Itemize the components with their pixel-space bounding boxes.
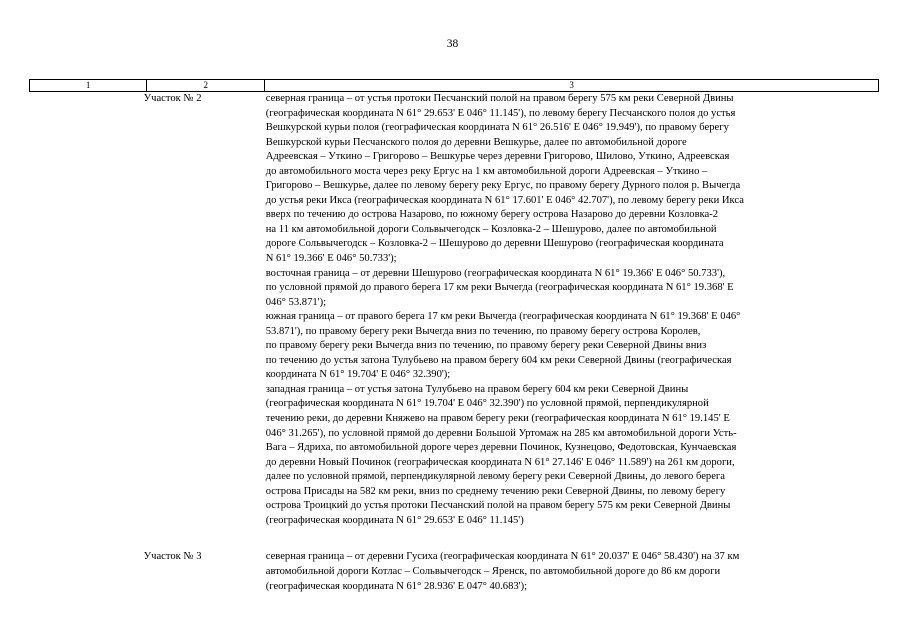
description-line: 046° 53.871'); [265, 296, 327, 308]
description-line: автомобильной дороги Котлас – Сольвычегодск – Яренск, по автомобильной дороге до 86 км дороги [265, 565, 721, 577]
description-line: 046° 31.265'), по условной прямой до деревни Большой Уртомаж на 285 км автомобильной дороги Усть- [265, 427, 737, 439]
page-number: 38 [446, 38, 459, 50]
description-line: 53.871'), по правому берегу реки Вычегда вниз по течению, по правому берегу острова Королев, [265, 325, 701, 337]
plot-label-cell [143, 550, 265, 594]
plot-label: Участок № 2 [143, 93, 202, 104]
spacer-row [30, 528, 879, 550]
table-row-plot-3 [30, 550, 879, 594]
description-line: до автомобильного моста через реку Ергус на 1 км автомобильной дороги Адреевская – Уткино – [265, 165, 708, 177]
description-line: северная граница – от устья протоки Песчанский полой на правом берегу 575 км реки Северной Двины [265, 93, 734, 104]
boundaries-table [29, 79, 879, 594]
plot-label-cell [143, 92, 265, 529]
column-header-1: 1 [30, 80, 147, 92]
description-line: Адреевская – Уткино – Григорово – Вешкурье через деревни Григорово, Шилово, Уткино, Адреевская [265, 151, 730, 163]
description-line: по правому берегу реки Вычегда вниз по течению, по правому берегу реки Северной Двины вниз [265, 340, 707, 352]
description-line: до деревни Новый Починок (географическая координата N 61° 27.146' E 046° 11.589') на 261 км дороги, [265, 456, 735, 468]
description-line: (географическая координата N 61° 29.653' E 046° 11.145') [265, 514, 524, 526]
description-line: острова Присады на 582 км реки, вниз по среднему течению реки Северной Двины, по левому берегу [265, 485, 726, 497]
description-line: N 61° 19.366' E 046° 50.733'); [265, 253, 397, 265]
description-line: дороге Сольвычегодск – Козловка-2 – Шешурово до деревни Шешурово (географическая координата [265, 238, 724, 250]
table-row-plot-2 [30, 92, 879, 529]
column-header-2: 2 [147, 80, 265, 92]
empty-cell [30, 550, 147, 594]
description-line: (географическая координата N 61° 19.704' E 046° 32.390') по условной прямой, перпендикулярной [265, 398, 709, 410]
boundary-description [265, 92, 879, 529]
description-line: западная граница – от устья затона Тулубьево на правом берегу 604 км реки Северной Двины [265, 383, 689, 395]
description-line: вверх по течению до острова Назарово, по южному берегу острова Назарово до деревни Козловка-2 [265, 209, 719, 221]
description-line: северная граница – от деревни Гусиха (географическая координата N 61° 20.037' E 046° 58.430') на 37 км [265, 551, 740, 563]
description-line: на 11 км автомобильной дороги Сольвычегодск – Козловка-2 – Шешурово, далее по автомобильной [265, 223, 717, 235]
description-line: координата N 61° 19.704' E 046° 32.390'); [265, 369, 451, 381]
description-line: по течению до устья затона Тулубьево на правом берегу 604 км реки Северной Двины (географическая [265, 354, 732, 366]
description-line: Вешкурской курьи полоя (географическая координата N 61° 26.516' E 046° 19.949'), по правому берегу [265, 122, 729, 134]
description-line: (географическая координата N 61° 29.653' E 046° 11.145'), по левому берегу Песчанского полоя до устья [265, 107, 736, 119]
description-line: течению реки, до деревни Княжево на правом берегу реки (географическая координата N 61° 19.145' E [265, 413, 730, 425]
description-line: далее по условной прямой, перпендикулярной левому берегу реки Северной Двины, до левого берега [265, 471, 725, 483]
description-line: Вешкурской курьи Песчанского полоя до деревни Вешкурье, далее по автомобильной дороге [265, 136, 687, 148]
plot-label: Участок № 3 [143, 551, 202, 563]
description-line: Вага – Ядриха, по автомобильной дороге через деревни Починок, Кузнецово, Федотовская, Кунчаевская [265, 442, 737, 454]
column-header-3: 3 [265, 80, 879, 92]
description-line: (географическая координата N 61° 28.936' E 047° 40.683'); [265, 580, 528, 592]
description-line: до устья реки Икса (географическая координата N 61° 17.601' E 046° 42.707'), по левому берегу реки Икса [265, 194, 744, 206]
description-line: острова Троицкий до устья протоки Песчанский полой на правом берегу 575 км реки Северной Двины [265, 500, 731, 512]
boundary-description [265, 550, 879, 594]
description-line: восточная граница – от деревни Шешурово (географическая координата N 61° 19.366' E 046° 50.733'), [265, 267, 726, 279]
description-line: Григорово – Вешкурье, далее по левому берегу реку Ергус, по правому берегу Дурного полоя р. Вычегда [265, 180, 741, 192]
empty-cell [30, 92, 147, 529]
description-line: по условной прямой до правого берега 17 км реки Вычегда (географическая координата N 61° 19.368' E [265, 282, 734, 294]
description-line: южная граница – от правого берега 17 км реки Вычегда (географическая координата N 61° 19.368' E 046° [265, 311, 741, 323]
table-header-row [30, 80, 879, 92]
